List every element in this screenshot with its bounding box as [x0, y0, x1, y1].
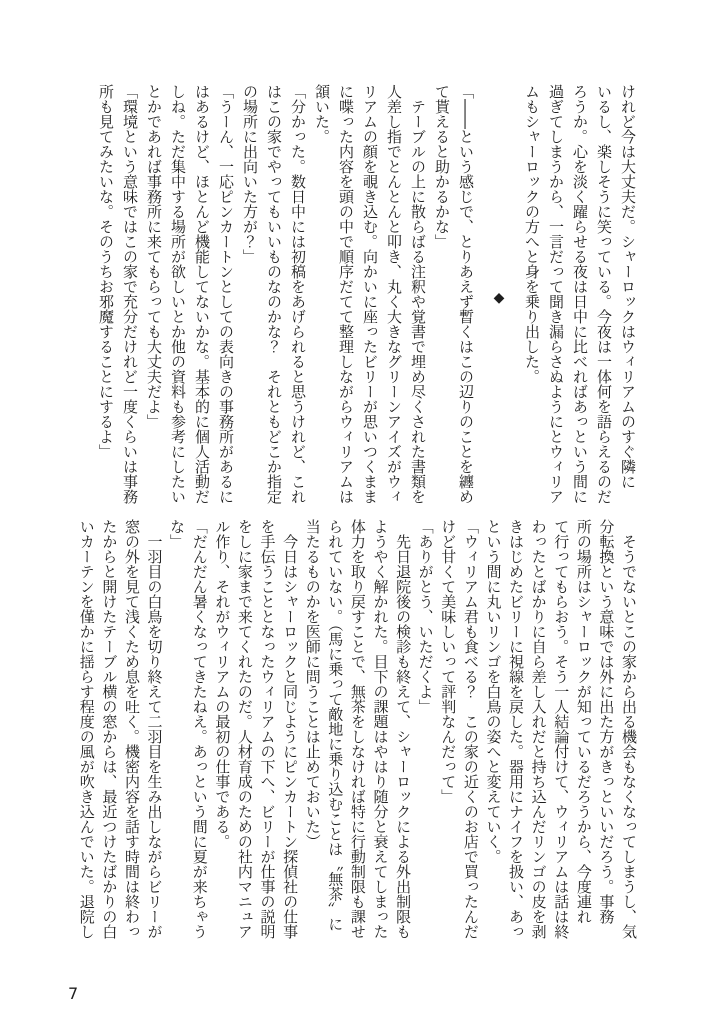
- text-line: 人差し指でとんとんと叩き、丸く大きなグリーンアイズがウィ: [385, 84, 403, 504]
- text-line: いるし、楽しそうに笑っている。今夜は一体何を語らえるのだ: [595, 84, 613, 504]
- text-line: ようやく解かれた。目下の課題はやはり随分と衰えてしまった: [371, 519, 390, 939]
- text-line: そうでないとこの家から出る機会もなくなってしまうし、気: [620, 519, 638, 939]
- text-line: いカーテンを僅かに揺らす程度の風が吹き込んでいた。退院し: [77, 519, 96, 939]
- text-line: ル作り、それがウィリアムの最初の仕事である。: [213, 519, 232, 849]
- text-line: ムもシャーロックの方へと身を乗り出した。: [523, 84, 541, 384]
- text-line: の場所に出向いた方が？」: [241, 84, 259, 264]
- scene-separator: ◆: [491, 290, 507, 306]
- text-line: て行ってもらおう。そう一人結論付けて、ウィリアムは話は終: [552, 519, 571, 939]
- text-line: という間に丸いリンゴを白鳥の姿へと変えていく。: [484, 519, 503, 864]
- text-line: ろうか。心を淡く躍らせる夜は日中に比べればあっという間に: [571, 84, 589, 504]
- text-line: に喋った内容を頭の中で順序だてて整理しながらウィリアムは: [337, 84, 355, 504]
- text-line: 過ぎてしまうから、一言だって聞き漏らさぬようにとウィリア: [547, 84, 565, 504]
- text-line: たからと開けたテーブル横の窓からは、最近つけたばかりの白: [100, 519, 119, 939]
- text-line: 窓の外を見て浅くため息を吐く。機密内容を話す時間は終わっ: [122, 519, 141, 939]
- text-line: 分転換という意味では外に出た方がきっといいだろう。事務: [597, 519, 616, 924]
- text-line: はこの家でやってもいいものなのかな？ それともどこか指定: [265, 84, 283, 504]
- text-line: とかであれば事務所に来てもらっても大丈夫だよ」: [145, 84, 163, 429]
- text-section-bottom: [64, 519, 640, 955]
- text-line: けれど今は大丈夫だ。シャーロックはウィリアムのすぐ隣に: [619, 84, 637, 489]
- text-line: はあるけど、ほとんど機能してないかな。基本的に個人活動だ: [193, 84, 211, 504]
- text-line: て貰えると助かるかな」: [433, 84, 451, 249]
- text-line: を手伝うこととなったウィリアムの下へ、ビリーが仕事の説明: [258, 519, 277, 939]
- text-line: 所も見てみたいな。そのうちお邪魔することにするよ」: [97, 84, 115, 459]
- text-line: 「うーん、一応ピンカートンとしての表向きの事務所があるに: [217, 84, 235, 504]
- text-line: 頷いた。: [313, 84, 331, 144]
- text-line: られていない。（馬に乗って敵地に乗り込むことは〝無茶〟に: [326, 519, 345, 932]
- text-line: 当たるものかを医師に問うことは止めておいた）: [303, 519, 322, 849]
- text-line: リアムの顔を覗き込む。向かいに座ったビリーが思いつくまま: [361, 84, 379, 504]
- text-line: わったとばかりに自ら差し入れだと持ち込んだリンゴの皮を剥: [529, 519, 548, 939]
- text-line: けど甘くて美味しいって評判なんだって」: [439, 519, 458, 804]
- text-section-top: [84, 84, 640, 512]
- text-line: な」: [168, 519, 187, 549]
- text-line: 「環境という意味ではこの家で充分だけれど一度くらいは事務: [121, 84, 139, 504]
- text-line: 「ありがとう、いただくよ」: [416, 519, 435, 714]
- text-line: テーブルの上に散らばる注釈や覚書で埋め尽くされた書類を: [409, 84, 427, 504]
- text-line: 「分かった。数日中には初稿をあげられると思うけれど、これ: [289, 84, 307, 504]
- text-line: 先日退院後の検診も終えて、シャーロックによる外出制限も: [394, 519, 413, 939]
- text-line: をしに家まで来てくれたのだ。人材育成のための社内マニュア: [235, 519, 254, 939]
- page-number: 7: [68, 984, 79, 1003]
- text-line: 今日はシャーロックと同じようにピンカートン探偵社の仕事: [281, 519, 300, 939]
- text-line: 一羽目の白鳥を切り終えて二羽目を生み出しながらビリーが: [145, 519, 164, 939]
- text-line: きはじめたビリーに視線を戻した。器用にナイフを扱い、あっ: [507, 519, 526, 939]
- text-line: 所の場所はシャーロックが知っているだろうから、今度連れ: [574, 519, 593, 924]
- text-line: 「だんだん暑くなってきたねえ。あっという間に夏が来ちゃう: [190, 519, 209, 939]
- text-line: 「ウィリアム君も食べる？ この家の近くのお店で買ったんだ: [461, 519, 480, 939]
- text-line: 体力を取り戻すことで、無茶をしなければ特に行動制限も課せ: [348, 519, 367, 939]
- text-line: 「――という感じで、とりあえず暫くはこの辺りのことを纏め: [457, 84, 475, 504]
- text-line: しね。ただ集中する場所が欲しいとか他の資料も参考にしたい: [169, 84, 187, 504]
